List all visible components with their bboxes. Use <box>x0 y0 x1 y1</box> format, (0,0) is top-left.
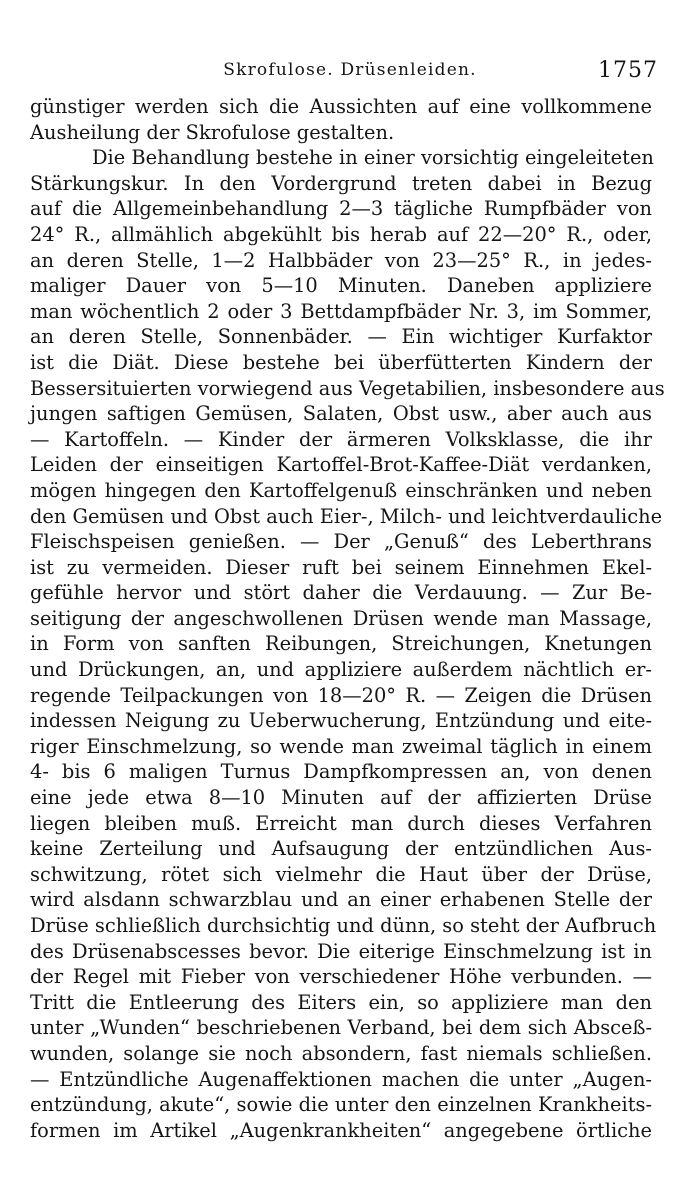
text-line: den Gemüsen und Obst auch Eier-, Milch- und leichtverdauliche <box>30 504 663 528</box>
text-line: Die Behandlung bestehe in einer vorsichtig eingeleiteten <box>92 146 654 170</box>
text-line: unter „Wunden“ beschriebenen Verband, bei dem sich Absceß- <box>30 1016 652 1040</box>
text-line: des Drüsenabscesses bevor. Die eiterige Einschmelzung ist in <box>30 939 652 963</box>
text-line: und Drückungen, an, und appliziere außerdem nächtlich er- <box>30 658 652 682</box>
text-line: regende Teilpackungen von 18—20° R. — Zeigen die Drüsen <box>30 683 652 707</box>
text-line: Bessersituierten vorwiegend aus Vegetabilien, insbesondere aus <box>30 376 665 400</box>
text-line: der Regel mit Fieber von verschiedener Höhe verbunden. — <box>30 965 652 989</box>
text-line: ist zu vermeiden. Dieser ruft bei seinem Einnehmen Ekel- <box>30 555 652 579</box>
text-line: mögen hingegen den Kartoffelgenuß einschränken und neben <box>30 478 652 502</box>
text-line: Tritt die Entleerung des Eiters ein, so appliziere man den <box>30 990 652 1014</box>
text-line: an deren Stelle, Sonnenbäder. — Ein wichtiger Kurfaktor <box>30 325 652 349</box>
text-line: günstiger werden sich die Aussichten auf eine vollkommene <box>30 95 652 118</box>
text-line: keine Zerteilung und Aufsaugung der entzündlichen Aus- <box>30 837 652 861</box>
text-line: seitigung der angeschwollenen Drüsen wende man Massage, <box>30 606 652 630</box>
text-line: eine jede etwa 8—10 Minuten auf der affizierten Drüse <box>30 786 652 810</box>
text-line: liegen bleiben muß. Erreicht man durch dieses Verfahren <box>30 811 652 835</box>
text-line: an deren Stelle, 1—2 Halbbäder von 23—25° R., in jedes- <box>30 248 652 272</box>
text-line: formen im Artikel „Augenkrankheiten“ angegebene örtliche <box>30 1118 652 1142</box>
text-line: indessen Neigung zu Ueberwucherung, Entzündung und eite- <box>30 709 652 733</box>
page-number: 1757 <box>598 58 658 83</box>
text-line: 4- bis 6 maligen Turnus Dampfkompressen an, von denen <box>30 760 652 784</box>
text-line: Leiden der einseitigen Kartoffel-Brot-Kaffee-Diät verdanken, <box>30 453 652 477</box>
text-line: entzündung, akute“, sowie die unter den einzelnen Krankheits- <box>30 1093 652 1117</box>
text-line: maliger Dauer von 5—10 Minuten. Daneben appliziere <box>30 274 652 298</box>
text-line: 24° R., allmählich abgekühlt bis herab auf 22—20° R., oder, <box>30 222 652 246</box>
text-line: auf die Allgemeinbehandlung 2—3 tägliche Rumpfbäder von <box>30 197 652 221</box>
text-line: riger Einschmelzung, so wende man zweimal täglich in einem <box>30 734 652 758</box>
text-line: Ausheilung der Skrofulose gestalten. <box>30 120 395 144</box>
text-line: gefühle hervor und stört daher die Verdauung. — Zur Be- <box>30 581 652 605</box>
text-line: ist die Diät. Diese bestehe bei überfütterten Kindern der <box>30 350 652 374</box>
text-line: Drüse schließlich durchsichtig und dünn, so steht der Aufbruch <box>30 914 657 937</box>
text-line: man wöchentlich 2 oder 3 Bettdampfbäder Nr. 3, im Sommer, <box>30 299 652 323</box>
text-line: Fleischspeisen genießen. — Der „Genuß“ des Leberthrans <box>30 530 652 554</box>
text-line: schwitzung, rötet sich vielmehr die Haut über der Drüse, <box>30 862 652 886</box>
page-header <box>0 58 700 86</box>
text-line: wunden, solange sie noch absondern, fast niemals schließen. <box>30 1041 652 1065</box>
text-line: jungen saftigen Gemüsen, Salaten, Obst usw., aber auch aus <box>30 402 652 426</box>
body-text <box>30 94 665 1143</box>
text-line: wird alsdann schwarzblau und an einer erhabenen Stelle der <box>30 888 652 912</box>
text-line: — Entzündliche Augenaffektionen machen die unter „Augen- <box>30 1067 652 1091</box>
running-head: Skrofulose. Drüsenleiden. <box>223 60 477 80</box>
text-line: in Form von sanften Reibungen, Streichungen, Knetungen <box>30 632 652 656</box>
text-line: Stärkungskur. In den Vordergrund treten dabei in Bezug <box>30 171 652 195</box>
text-line: — Kartoffeln. — Kinder der ärmeren Volksklasse, die ihr <box>30 427 652 451</box>
